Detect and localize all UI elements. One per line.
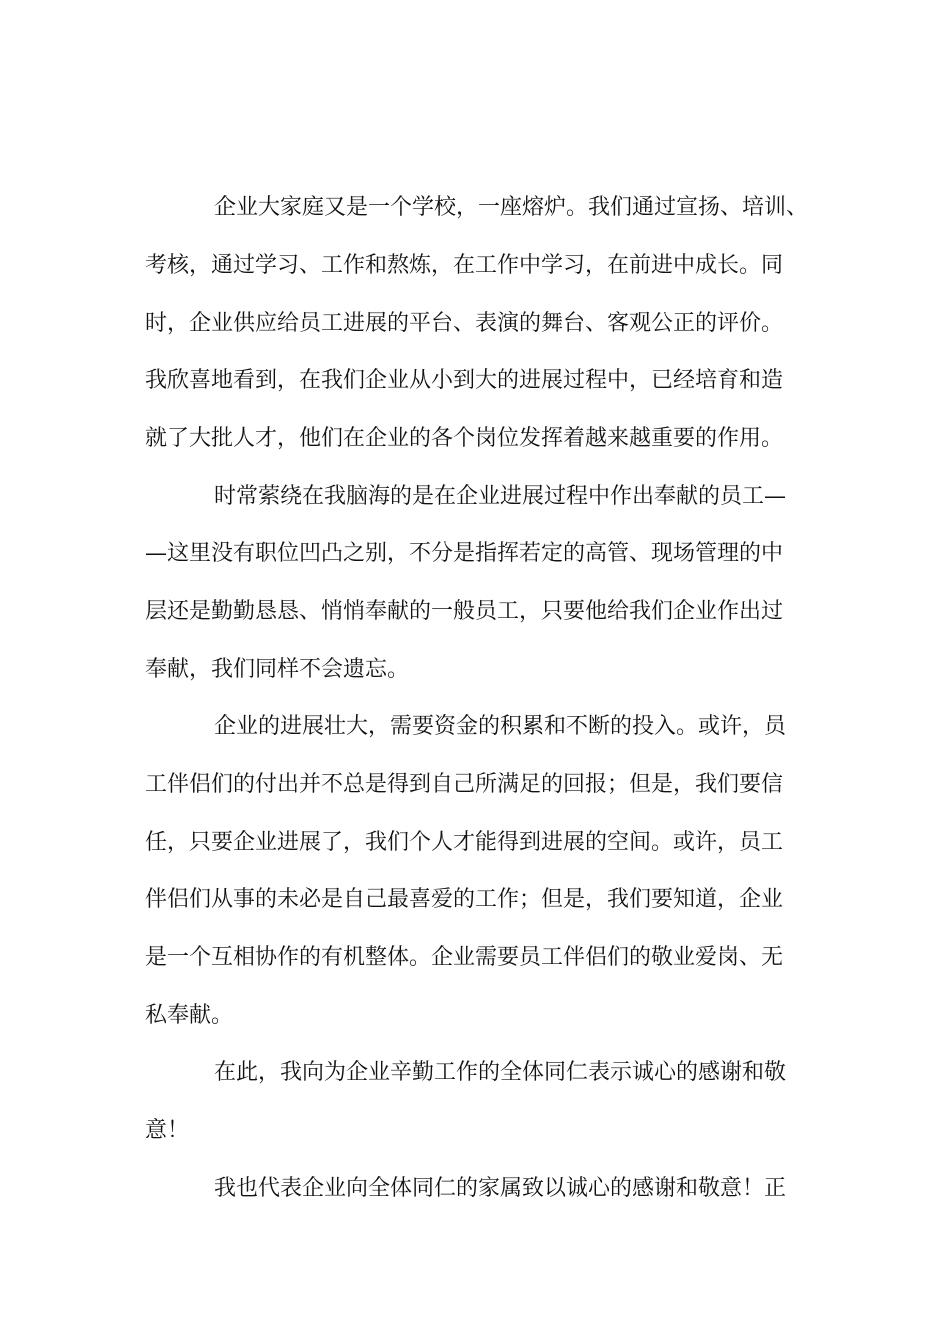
text-line: 是一个互相协作的有机整体。企业需要员工伴侣们的敬业爱岗、无	[145, 945, 784, 970]
text-line: 奉献，我们同样不会遗忘。	[145, 657, 410, 682]
text-line: 在此，我向为企业辛勤工作的全体同仁表示诚心的感谢和敬	[214, 1060, 787, 1085]
text-line: 伴侣们从事的未必是自己最喜爱的工作；但是，我们要知道，企业	[145, 887, 784, 912]
text-line: 我也代表企业向全体同仁的家属致以诚心的感谢和敬意！正	[214, 1176, 787, 1201]
text-line: 意！	[145, 1118, 190, 1143]
text-line: 时，企业供应给员工进展的平台、表演的舞台、客观公正的评价。	[145, 311, 784, 336]
text-line: 考核，通过学习、工作和熬炼，在工作中学习，在前进中成长。同	[145, 253, 784, 278]
text-line: 层还是勤勤恳恳、悄悄奉献的一般员工，只要他给我们企业作出过	[145, 599, 784, 624]
text-line: 企业的进展壮大，需要资金的积累和不断的投入。或许，员	[214, 714, 787, 739]
text-line: 企业大家庭又是一个学校，一座熔炉。我们通过宣扬、培训、	[214, 195, 809, 220]
text-line: 工伴侣们的付出并不总是得到自己所满足的回报；但是，我们要信	[145, 772, 784, 797]
text-line: 我欣喜地看到，在我们企业从小到大的进展过程中，已经培育和造	[145, 368, 784, 393]
text-line: 就了大批人才，他们在企业的各个岗位发挥着越来越重要的作用。	[145, 426, 784, 451]
text-line: 私奉献。	[145, 1003, 234, 1028]
text-line: 任，只要企业进展了，我们个人才能得到进展的空间。或许，员工	[145, 830, 784, 855]
text-line: 时常萦绕在我脑海的是在企业进展过程中作出奉献的员工—	[214, 484, 787, 509]
text-line: —这里没有职位凹凸之别，不分是指挥若定的高管、现场管理的中	[145, 541, 784, 566]
